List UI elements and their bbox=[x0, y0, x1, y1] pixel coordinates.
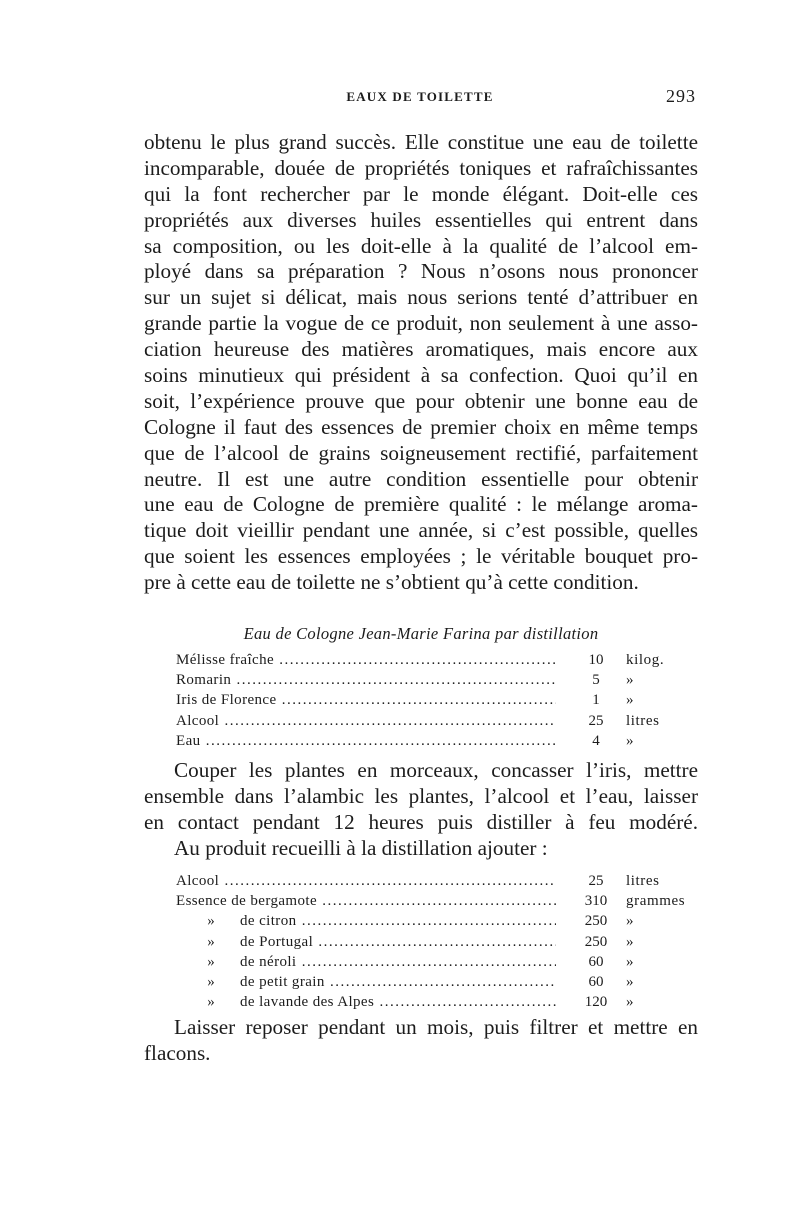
text-line: que soient les essences employées ; le véritable bouquet pro- bbox=[144, 544, 698, 569]
text-line: une eau de Cologne de première qualité : le mélange aroma- bbox=[144, 492, 698, 517]
ingredient-quantity: 250 bbox=[584, 933, 608, 950]
ingredient-quantity: 25 bbox=[588, 712, 604, 729]
ingredient-quantity: 10 bbox=[588, 652, 604, 668]
ingredient-quantity: 120 bbox=[584, 994, 608, 1011]
ingredient-row bbox=[0, 932, 800, 952]
ditto-mark: » bbox=[207, 913, 215, 930]
running-head: EAUX DE TOILETTE bbox=[346, 89, 494, 104]
ingredient-row bbox=[0, 911, 800, 931]
ingredient-unit: litres bbox=[626, 873, 660, 889]
paragraph-instructions bbox=[144, 758, 698, 862]
paragraph-intro bbox=[144, 130, 698, 596]
ingredient-unit: litres bbox=[626, 712, 660, 729]
ingredient-name: Eau ..... bbox=[176, 731, 556, 751]
text-line: pre à cette eau de toilette ne s’obtient qu’à cette condition. bbox=[144, 570, 639, 595]
text-line: incomparable, douée de propriétés toniques et rafraîchissantes bbox=[144, 155, 698, 180]
ingredient-row bbox=[0, 952, 800, 972]
ditto-mark: » bbox=[207, 933, 215, 950]
ditto-mark: » bbox=[207, 973, 215, 990]
ingredient-name: de néroli ..... bbox=[240, 952, 556, 972]
ingredient-quantity: 1 bbox=[592, 692, 600, 709]
text-line: ployé dans sa préparation ? Nous n’osons nous prononcer bbox=[144, 259, 698, 284]
ingredient-name: de petit grain ..... bbox=[240, 972, 556, 992]
ingredient-unit: » bbox=[626, 933, 635, 950]
ingredient-quantity: 25 bbox=[588, 873, 604, 889]
ditto-mark: » bbox=[207, 953, 215, 970]
ingredient-list-distillation bbox=[0, 650, 800, 751]
ingredient-list-additions bbox=[0, 871, 800, 1012]
ingredient-name: de Portugal ..... bbox=[240, 932, 556, 952]
ingredient-row bbox=[0, 690, 800, 710]
ingredient-quantity: 60 bbox=[588, 973, 604, 990]
text-line: ciation heureuse des matières aromatiques, mais encore aux bbox=[144, 337, 698, 362]
ingredient-quantity: 60 bbox=[588, 953, 604, 970]
page-header bbox=[144, 86, 696, 110]
ingredient-name: Alcool ..... bbox=[176, 871, 556, 891]
ingredient-row bbox=[0, 670, 800, 690]
paragraph-conclusion bbox=[144, 1015, 698, 1067]
ingredient-unit: » bbox=[626, 913, 635, 930]
text-line: Au produit recueilli à la distillation ajouter : bbox=[174, 835, 548, 860]
ingredient-row bbox=[0, 731, 800, 751]
ingredient-quantity: 5 bbox=[592, 672, 600, 689]
ingredient-unit: kilog. bbox=[626, 652, 665, 668]
text-line: que de l’alcool de grains soigneusement rectifié, parfaitement bbox=[144, 440, 698, 465]
ingredient-row bbox=[0, 871, 800, 891]
text-line: qui la font rechercher par le monde élégant. Doit-elle ces bbox=[144, 181, 698, 206]
ingredient-unit: » bbox=[626, 994, 635, 1011]
ingredient-row bbox=[0, 992, 800, 1012]
text-line: neutre. Il est une autre condition essentielle pour obtenir bbox=[144, 466, 698, 491]
text-line: en contact pendant 12 heures puis distiller à feu modéré. bbox=[144, 809, 698, 834]
text-line: tique doit vieillir pendant une année, si c’est possible, quelles bbox=[144, 518, 698, 543]
text-line: Laisser reposer pendant un mois, puis filtrer et mettre en bbox=[174, 1015, 698, 1039]
ingredient-name: Mélisse fraîche ..... bbox=[176, 650, 556, 670]
ingredient-quantity: 250 bbox=[584, 913, 608, 930]
ingredient-unit: » bbox=[626, 672, 635, 689]
text-line: sa composition, ou les doit-elle à la qualité de l’alcool em- bbox=[144, 233, 698, 258]
ingredient-unit: grammes bbox=[626, 893, 686, 910]
page-number: 293 bbox=[666, 86, 696, 106]
ingredient-name: de citron ..... bbox=[240, 911, 556, 931]
ingredient-quantity: 310 bbox=[584, 893, 608, 910]
text-line: soit, l’expérience prouve que pour obtenir une bonne eau de bbox=[144, 388, 698, 413]
ditto-mark: » bbox=[207, 994, 215, 1011]
recipe-title: Eau de Cologne Jean-Marie Farina par distillation bbox=[243, 624, 599, 643]
ingredient-row bbox=[0, 650, 800, 670]
text-line: sur un sujet si délicat, mais nous serions tenté d’attribuer en bbox=[144, 285, 698, 310]
text-line: grande partie la vogue de ce produit, non seulement à une asso- bbox=[144, 311, 698, 336]
ingredient-name: Alcool ..... bbox=[176, 711, 556, 731]
text-line: propriétés aux diverses huiles essentielles qui entrent dans bbox=[144, 207, 698, 232]
ingredient-name: Romarin ..... bbox=[176, 670, 556, 690]
text-line: ensemble dans l’alambic les plantes, l’alcool et l’eau, laisser bbox=[144, 783, 698, 808]
ingredient-row bbox=[0, 891, 800, 911]
text-line: obtenu le plus grand succès. Elle constitue une eau de toilette bbox=[144, 130, 698, 154]
ingredient-row bbox=[0, 972, 800, 992]
ingredient-unit: » bbox=[626, 953, 635, 970]
ingredient-quantity: 4 bbox=[592, 732, 600, 749]
text-line: Couper les plantes en morceaux, concasser l’iris, mettre bbox=[174, 758, 698, 782]
text-line: soins minutieux qui président à sa confection. Quoi qu’il en bbox=[144, 363, 698, 388]
ingredient-name: Iris de Florence ..... bbox=[176, 690, 556, 710]
ingredient-name: de lavande des Alpes ..... bbox=[240, 992, 556, 1012]
text-line: Cologne il faut des essences de premier choix en même temps bbox=[144, 414, 698, 439]
ingredient-unit: » bbox=[626, 973, 635, 990]
ingredient-unit: » bbox=[626, 732, 635, 749]
ingredient-name: Essence de bergamote ..... bbox=[176, 891, 556, 911]
text-line: flacons. bbox=[144, 1040, 211, 1065]
ingredient-row bbox=[0, 711, 800, 731]
ingredient-unit: » bbox=[626, 692, 635, 709]
